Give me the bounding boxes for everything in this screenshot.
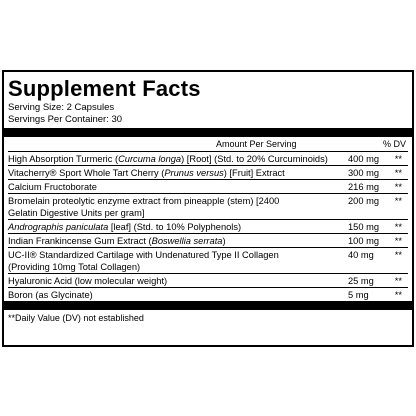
ingredient-amount: 150 mg — [348, 222, 380, 232]
ingredient-name: Bromelain proteolytic enzyme extract from pineapple (stem) [2400 Gelatin Digestive Units per gram] — [8, 196, 280, 218]
supplement-facts-panel — [2, 70, 414, 347]
ingredient-dv: ** — [394, 222, 402, 232]
ingredient-name: High Absorption Turmeric (Curcuma longa) [Root] (Std. to 20% Curcuminoids) — [8, 154, 328, 164]
ingredient-row — [8, 274, 408, 288]
ingredient-row — [8, 288, 408, 301]
bottom-thick-divider — [4, 301, 412, 310]
ingredient-list — [8, 151, 408, 301]
serving-size: Serving Size: 2 Capsules — [8, 102, 115, 113]
daily-value-header: % DV — [382, 139, 406, 149]
ingredient-amount: 40 mg — [348, 250, 374, 260]
ingredient-name: Calcium Fructoborate — [8, 182, 97, 192]
ingredient-row — [8, 220, 408, 234]
ingredient-dv: ** — [394, 168, 402, 178]
ingredient-amount: 300 mg — [348, 168, 380, 178]
ingredient-amount: 400 mg — [348, 154, 380, 164]
ingredient-dv: ** — [394, 290, 402, 300]
ingredient-name: Vitacherry® Sport Whole Tart Cherry (Prunus versus) [Fruit] Extract — [8, 168, 285, 178]
ingredient-amount: 25 mg — [348, 276, 374, 286]
ingredient-row — [8, 180, 408, 194]
ingredient-name: Boron (as Glycinate) — [8, 290, 93, 300]
column-header — [8, 137, 408, 151]
ingredient-dv: ** — [394, 196, 402, 206]
ingredient-name: Andrographis paniculata [leaf] (Std. to 10% Polyphenols) — [8, 222, 242, 232]
ingredient-name: UC-II® Standardized Cartilage with Undenatured Type II Collagen (Providing 10mg Total Collagen) — [8, 250, 279, 272]
ingredient-dv: ** — [394, 276, 402, 286]
ingredient-amount: 100 mg — [348, 236, 380, 246]
ingredient-name: Indian Frankincense Gum Extract (Boswellia serrata) — [8, 236, 226, 246]
ingredient-dv: ** — [394, 250, 402, 260]
ingredient-dv: ** — [394, 236, 402, 246]
ingredient-row — [8, 248, 408, 274]
ingredient-dv: ** — [394, 154, 402, 164]
ingredient-row — [8, 234, 408, 248]
ingredient-row — [8, 194, 408, 220]
panel-title: Supplement Facts — [8, 76, 201, 101]
thick-divider — [4, 128, 412, 137]
ingredient-row — [8, 152, 408, 166]
ingredient-dv: ** — [394, 182, 402, 192]
amount-per-serving-header: Amount Per Serving — [216, 139, 297, 149]
ingredient-name: Hyaluronic Acid (low molecular weight) — [8, 276, 168, 286]
ingredient-amount: 200 mg — [348, 196, 380, 206]
ingredient-amount: 5 mg — [348, 290, 369, 300]
servings-per-container: Servings Per Container: 30 — [8, 114, 123, 125]
ingredient-row — [8, 166, 408, 180]
footnote: **Daily Value (DV) not established — [8, 313, 144, 323]
ingredient-amount: 216 mg — [348, 182, 380, 192]
